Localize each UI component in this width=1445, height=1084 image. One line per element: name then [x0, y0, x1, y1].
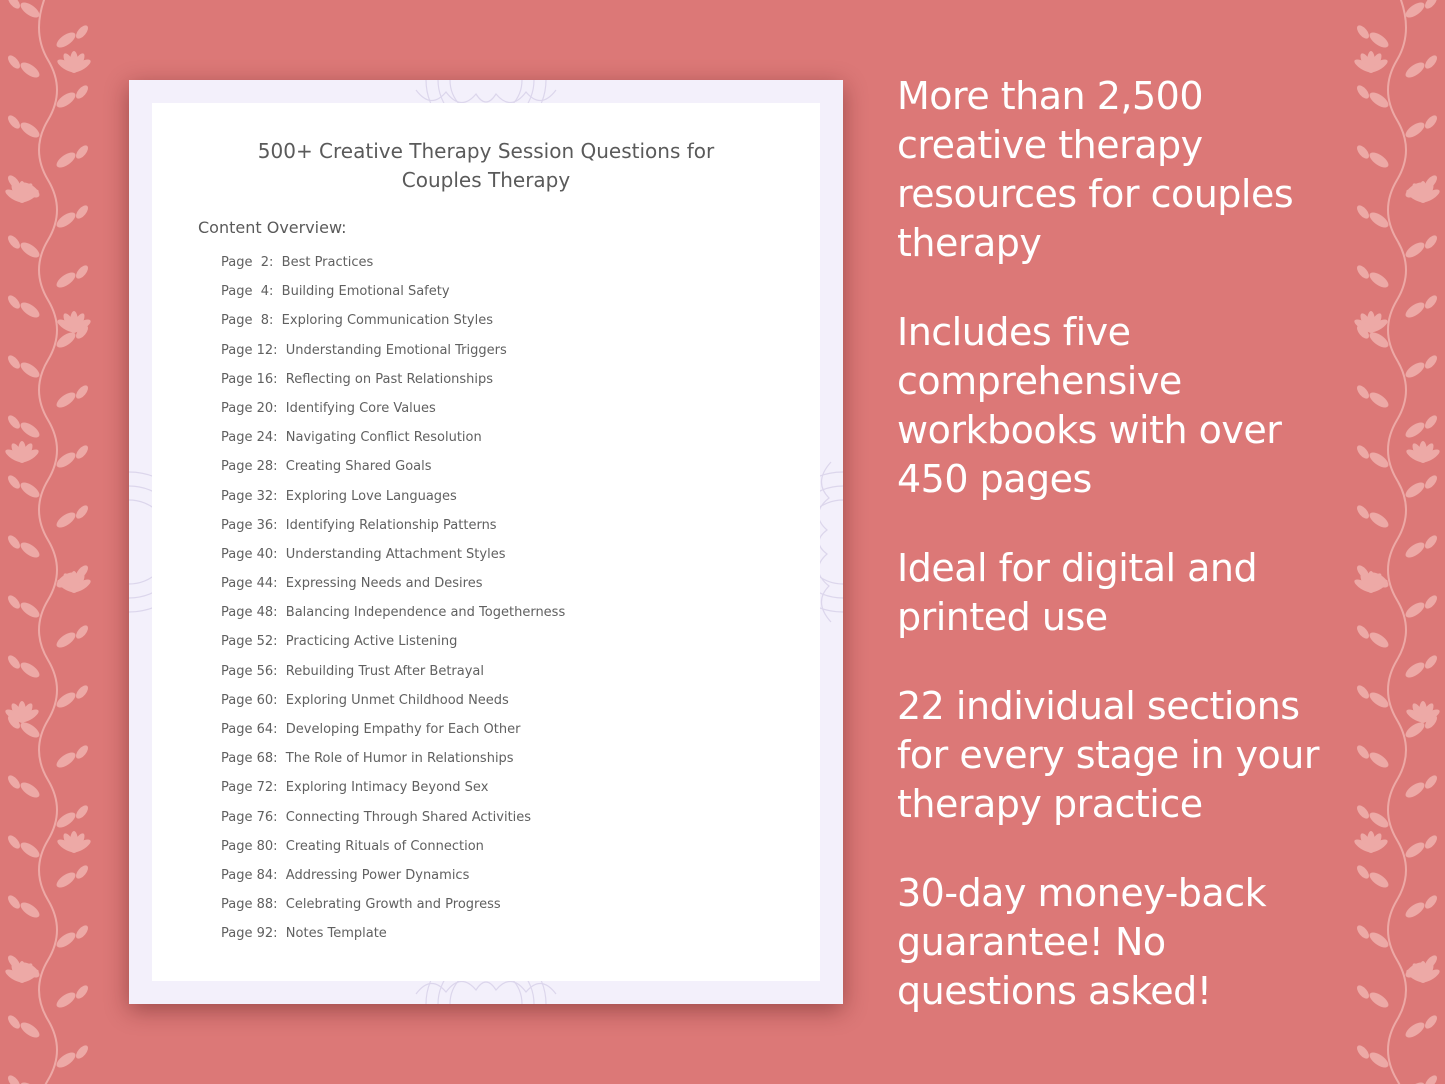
- toc-item: [221, 372, 565, 401]
- toc-section-title: Exploring Love Languages: [285, 488, 457, 504]
- toc-page-number: Page 16:: [221, 371, 278, 387]
- toc-section-title: Balancing Independence and Togetherness: [285, 605, 566, 621]
- toc-item: [221, 780, 565, 809]
- toc-page-number: Page 40:: [221, 546, 278, 562]
- toc-page-number: Page 44:: [221, 576, 278, 592]
- toc-item: [221, 284, 565, 313]
- toc-item: [221, 518, 565, 547]
- toc-page-number: Page 88:: [221, 897, 278, 913]
- toc-page-number: Page 56:: [221, 663, 278, 679]
- toc-section-title: The Role of Humor in Relationships: [285, 751, 514, 767]
- toc-section-title: Expressing Needs and Desires: [285, 576, 483, 592]
- toc-section-title: Identifying Relationship Patterns: [285, 517, 497, 533]
- toc-item: [221, 897, 565, 926]
- toc-page-number: Page 72:: [221, 780, 278, 796]
- toc-page-number: Page 68:: [221, 751, 278, 767]
- feature-item: 22 individual sections for every stage in your therapy practice: [897, 684, 1319, 826]
- toc-section-title: Addressing Power Dynamics: [285, 867, 470, 883]
- toc-section-title: Celebrating Growth and Progress: [285, 897, 501, 913]
- toc-item: [221, 313, 565, 342]
- toc-page-number: Page 84:: [221, 867, 278, 883]
- toc-item: [221, 459, 565, 488]
- toc-page-number: Page 12:: [221, 342, 278, 358]
- toc-page-number: Page 76:: [221, 809, 278, 825]
- toc-item: [221, 751, 565, 780]
- toc-section-title: Navigating Conflict Resolution: [285, 430, 482, 446]
- feature-item: 30-day money-back guarantee! No questions asked!: [897, 871, 1267, 1013]
- toc-section-title: Understanding Emotional Triggers: [285, 342, 507, 358]
- toc-item: [221, 547, 565, 576]
- toc-item: [221, 693, 565, 722]
- toc-page-number: Page 36:: [221, 517, 278, 533]
- toc-section-title: Identifying Core Values: [285, 400, 436, 416]
- toc-section-title: Building Emotional Safety: [281, 284, 450, 300]
- toc-section-title: Creating Shared Goals: [285, 459, 432, 475]
- toc-page-number: Page 24:: [221, 430, 278, 446]
- toc-item: [221, 255, 565, 284]
- toc-item: [221, 926, 565, 955]
- toc-page-number: Page 4:: [221, 284, 274, 300]
- toc-section-title: Notes Template: [285, 926, 387, 942]
- toc-page-number: Page 92:: [221, 926, 278, 942]
- document-title-line1: 500+ Creative Therapy Session Questions for: [257, 139, 715, 163]
- toc-section-title: Exploring Intimacy Beyond Sex: [285, 780, 489, 796]
- table-of-contents: [221, 255, 565, 956]
- toc-item: [221, 576, 565, 605]
- toc-item: [221, 634, 565, 663]
- feature-item: More than 2,500 creative therapy resources for couples therapy: [897, 74, 1294, 265]
- toc-section-title: Reflecting on Past Relationships: [285, 371, 494, 387]
- toc-item: [221, 605, 565, 634]
- toc-item: [221, 343, 565, 372]
- toc-section-title: Developing Empathy for Each Other: [285, 722, 521, 737]
- document-page: [152, 103, 820, 981]
- toc-item: [221, 839, 565, 868]
- toc-item: [221, 810, 565, 839]
- toc-page-number: Page 64:: [221, 722, 278, 737]
- feature-item: Ideal for digital and printed use: [897, 546, 1258, 639]
- toc-section-title: Creating Rituals of Connection: [285, 838, 484, 854]
- toc-section-title: Best Practices: [281, 255, 374, 270]
- document-title: [152, 137, 820, 195]
- document-title-line2: Couples Therapy: [401, 168, 571, 192]
- toc-section-title: Practicing Active Listening: [285, 634, 458, 650]
- toc-item: [221, 868, 565, 897]
- toc-item: [221, 401, 565, 430]
- toc-item: [221, 664, 565, 693]
- floral-vine-right-icon: [1349, 0, 1445, 1084]
- toc-page-number: Page 52:: [221, 634, 278, 650]
- toc-item: [221, 430, 565, 459]
- toc-page-number: Page 20:: [221, 400, 278, 416]
- toc-section-title: Understanding Attachment Styles: [285, 546, 506, 562]
- toc-page-number: Page 80:: [221, 838, 278, 854]
- toc-item: [221, 489, 565, 518]
- toc-page-number: Page 2:: [221, 255, 274, 270]
- feature-item: Includes five comprehensive workbooks with over 450 pages: [897, 310, 1282, 501]
- content-overview-label: Content Overview:: [198, 218, 347, 237]
- toc-page-number: Page 8:: [221, 313, 274, 329]
- toc-page-number: Page 60:: [221, 692, 278, 708]
- toc-section-title: Exploring Communication Styles: [281, 313, 493, 329]
- toc-page-number: Page 32:: [221, 488, 278, 504]
- document-preview: [129, 80, 843, 1004]
- floral-vine-left-icon: [0, 0, 96, 1084]
- toc-page-number: Page 28:: [221, 459, 278, 475]
- toc-item: [221, 722, 565, 751]
- toc-section-title: Exploring Unmet Childhood Needs: [285, 692, 509, 708]
- feature-list: [897, 72, 1337, 1056]
- toc-section-title: Rebuilding Trust After Betrayal: [285, 663, 485, 679]
- toc-section-title: Connecting Through Shared Activities: [285, 809, 532, 825]
- toc-page-number: Page 48:: [221, 605, 278, 621]
